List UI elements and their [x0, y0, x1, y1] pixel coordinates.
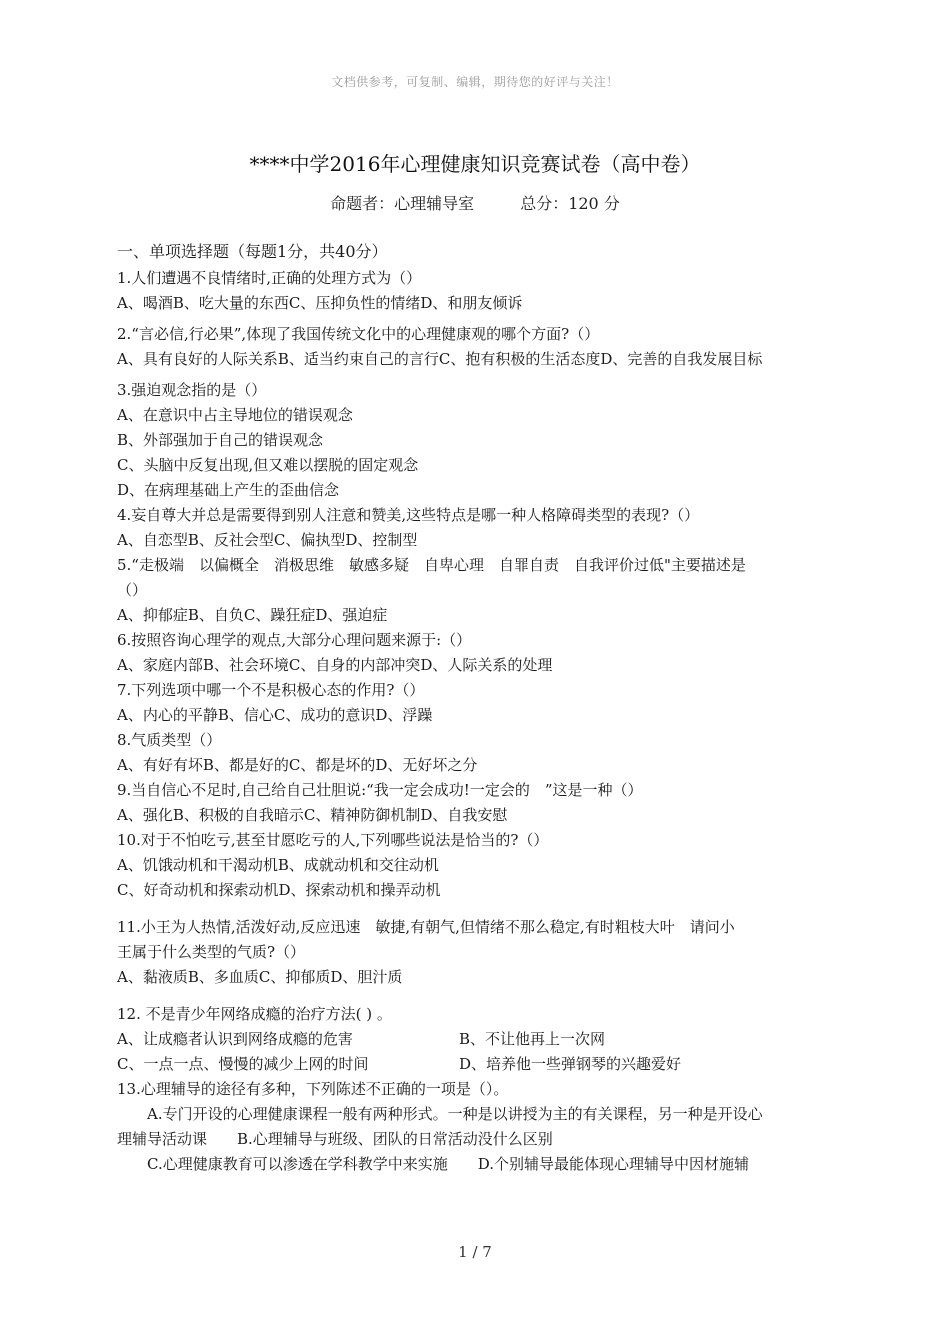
- question-8-options: A、有好有坏B、都是好的C、都是坏的D、无好坏之分: [117, 756, 478, 774]
- question-4-options: A、自恋型B、反社会型C、偏执型D、控制型: [117, 531, 418, 549]
- question-13-line-1: A.专门开设的心理健康课程一般有两种形式。一种是以讲授为主的有关课程，另一种是开设心: [147, 1105, 763, 1123]
- question-13-line-2: 理辅导活动课 B.心理辅导与班级、团队的日常活动没什么区别: [117, 1130, 553, 1148]
- question-9-options: A、强化B、积极的自我暗示C、精神防御机制D、自我安慰: [117, 806, 508, 824]
- question-13-stem: 13.心理辅导的途径有多种，下列陈述不正确的一项是（）。: [117, 1080, 509, 1098]
- question-5-stem: 5.“走极端 以偏概全 消极思维 敏感多疑 自卑心理 自罪自责 自我评价过低"主要描述是: [117, 556, 746, 574]
- question-7-stem: 7.下列选项中哪一个不是积极心态的作用?（）: [117, 681, 425, 699]
- exam-content: [117, 238, 839, 1177]
- question-12-option-d: D、培养他一些弹钢琴的兴趣爱好: [459, 1055, 682, 1073]
- section-heading: 一、单项选择题（每题1分，共40分）: [117, 242, 388, 261]
- question-1-options: A、喝酒B、吃大量的东西C、压抑负性的情绪D、和朋友倾诉: [117, 294, 523, 312]
- question-3-option-b: B、外部强加于自己的错误观念: [117, 431, 324, 449]
- question-11-stem-cont: 王属于什么类型的气质?（）: [117, 943, 306, 961]
- total-score-label: 总分：120 分: [520, 194, 620, 213]
- question-12-option-c: C、一点一点、慢慢的减少上网的时间: [117, 1055, 369, 1073]
- question-10-options-ab: A、饥饿动机和干渴动机B、成就动机和交往动机: [117, 856, 439, 874]
- question-11-options: A、黏液质B、多血质C、抑郁质D、胆汁质: [117, 968, 403, 986]
- question-11-stem: 11.小王为人热情,活泼好动,反应迅速 敏捷,有朝气,但情绪不那么稳定,有时粗枝大叶 请问小: [117, 918, 735, 936]
- question-3-option-c: C、头脑中反复出现,但又难以摆脱的固定观念: [117, 456, 419, 474]
- question-10-options-cd: C、好奇动机和探索动机D、探索动机和操弄动机: [117, 881, 441, 899]
- question-7-options: A、内心的平静B、信心C、成功的意识D、浮躁: [117, 706, 433, 724]
- question-6-stem: 6.按照咨询心理学的观点,大部分心理问题来源于:（）: [117, 631, 472, 649]
- watermark-text: 文档供参考，可复制、编辑，期待您的好评与关注！: [331, 75, 619, 89]
- question-12-option-a: A、让成瘾者认识到网络成瘾的危害: [117, 1030, 353, 1048]
- question-12-stem: 12. 不是青少年网络成瘾的治疗方法( ) 。: [117, 1005, 392, 1023]
- question-1-stem: 1.人们遭遇不良情绪时,正确的处理方式为（）: [117, 269, 422, 287]
- question-12-options-row2: [117, 1052, 839, 1077]
- subtitle: [0, 191, 950, 214]
- question-9-stem: 9.当自信心不足时,自己给自己壮胆说:“我一定会成功!一定会的 ”这是一种（）: [117, 781, 643, 799]
- question-2-stem: 2.“言必信,行必果”,体现了我国传统文化中的心理健康观的哪个方面?（）: [117, 325, 600, 343]
- question-4-stem: 4.妄自尊大并总是需要得到别人注意和赞美,这些特点是哪一种人格障碍类型的表现?（）: [117, 506, 700, 524]
- question-5-stem-cont: （）: [117, 581, 148, 599]
- question-12-options-row1: [117, 1027, 839, 1052]
- question-2-options: A、具有良好的人际关系B、适当约束自己的言行C、抱有积极的生活态度D、完善的自我发展目标: [117, 350, 763, 368]
- question-13-line-3: C.心理健康教育可以渗透在学科教学中来实施 D.个别辅导最能体现心理辅导中因材施辅: [147, 1155, 749, 1173]
- question-3-option-a: A、在意识中占主导地位的错误观念: [117, 406, 353, 424]
- question-10-stem: 10.对于不怕吃亏,甚至甘愿吃亏的人,下列哪些说法是恰当的?（）: [117, 831, 549, 849]
- question-12-option-b: B、不让他再上一次网: [459, 1030, 606, 1048]
- page-number: 1 / 7: [458, 1243, 492, 1261]
- question-8-stem: 8.气质类型（）: [117, 731, 222, 749]
- question-3-stem: 3.强迫观念指的是（）: [117, 381, 267, 399]
- author-label: 命题者：心理辅导室: [330, 194, 475, 213]
- question-6-options: A、家庭内部B、社会环境C、自身的内部冲突D、人际关系的处理: [117, 656, 553, 674]
- page-title: ****中学2016年心理健康知识竞赛试卷（高中卷）: [249, 152, 701, 176]
- question-5-options: A、抑郁症B、自负C、躁狂症D、强迫症: [117, 606, 388, 624]
- question-3-option-d: D、在病理基础上产生的歪曲信念: [117, 481, 340, 499]
